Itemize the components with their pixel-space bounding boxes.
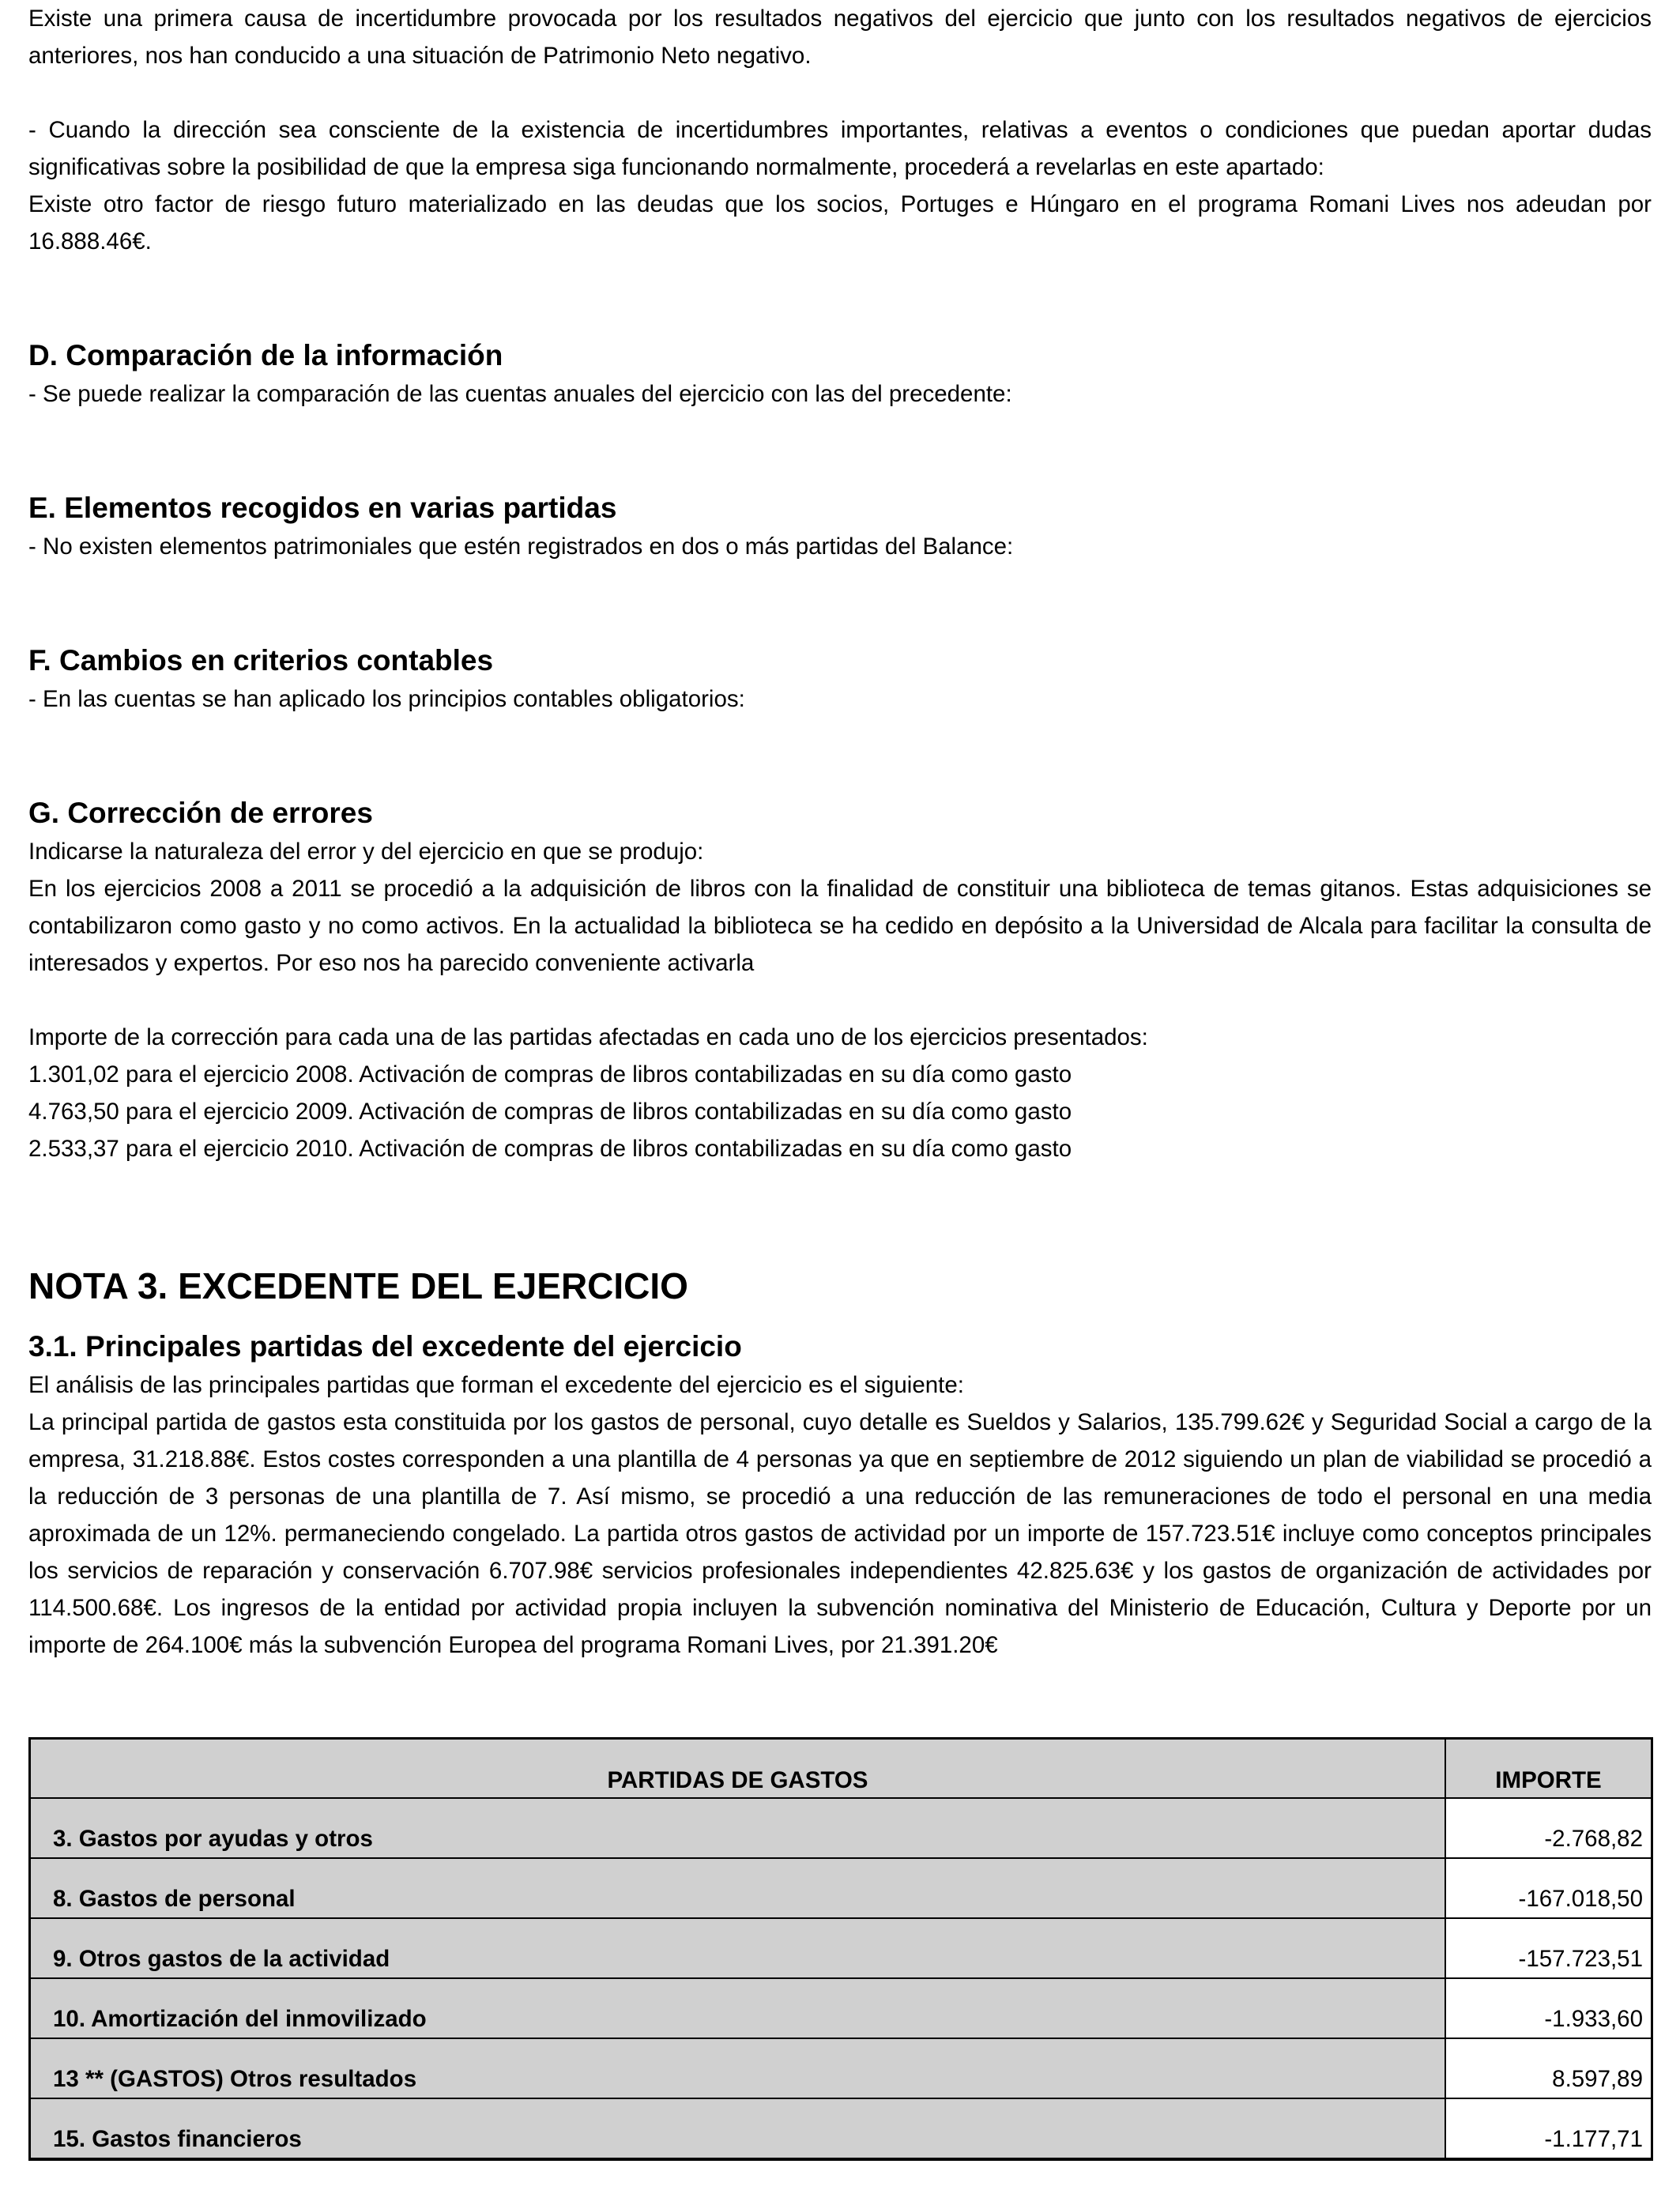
row-label: 3. Gastos por ayudas y otros [30, 1798, 1446, 1858]
section-g-paragraph: En los ejercicios 2008 a 2011 se procedió a la adquisición de libros con la finalidad de constituir una biblioteca de temas gitanos. Estas adquisiciones se contabilizaron como gasto y no como activos. En la actualidad la biblioteca se ha cedido en depósito a la Universidad de Alcala para facilitar la consulta de interesados y expertos. Por eso nos ha parecido conveniente activarla [28, 876, 1652, 976]
correction-item: 4.763,50 para el ejercicio 2009. Activación de compras de libros contabilizadas en su día como gasto [28, 1099, 1072, 1125]
row-label: 15. Gastos financieros [30, 2098, 1446, 2159]
section-f-title: F. Cambios en criterios contables [28, 644, 494, 677]
row-label: 10. Amortización del inmovilizado [30, 1978, 1446, 2038]
nota3-subtitle: 3.1. Principales partidas del excedente del ejercicio [28, 1330, 742, 1363]
header-importe: IMPORTE [1445, 1739, 1652, 1799]
header-partidas: PARTIDAS DE GASTOS [30, 1739, 1446, 1799]
nota3-paragraph: La principal partida de gastos esta constituida por los gastos de personal, cuyo detalle es Sueldos y Salarios, 135.799.62€ y Seguridad Social a cargo de la empresa, 31.218.88€. Estos costes corresponden a una plantilla de 4 personas ya que en septiembre de 2012 siguiendo un plan de viabilidad se procedió a la reducción de 3 personas de una plantilla de 7. Así mismo, se procedió a una reducción de las remuneraciones de todo el personal en una media aproximada de un 12%. permaneciendo congelado. La partida otros gastos de actividad por un importe de 157.723.51€ incluye como conceptos principales los servicios de reparación y conservación 6.707.98€ servicios profesionales independientes 42.825.63€ y los gastos de organización de actividades por 114.500.68€. Los ingresos de la entidad por actividad propia incluyen la subvención nominativa del Ministerio de Educación, Cultura y Deporte por un importe de 264.100€ más la subvención Europea del programa Romani Lives, por 21.391.20€ [28, 1409, 1652, 1658]
correction-item: 2.533,37 para el ejercicio 2010. Activación de compras de libros contabilizadas en su día como gasto [28, 1136, 1072, 1162]
document-body [28, 0, 1652, 1664]
intro-paragraph-1: Existe una primera causa de incertidumbre provocada por los resultados negativos del ejercicio que junto con los resultados negativos de ejercicios anteriores, nos han conducido a una situación de Patrimonio Neto negativo. [28, 6, 1652, 69]
table-row [30, 1798, 1652, 1858]
section-f-text: - En las cuentas se han aplicado los principios contables obligatorios: [28, 686, 745, 712]
section-e-title: E. Elementos recogidos en varias partidas [28, 492, 617, 524]
row-value: -167.018,50 [1445, 1858, 1652, 1918]
table-row [30, 2038, 1652, 2098]
row-value: -157.723,51 [1445, 1918, 1652, 1978]
section-d-text: - Se puede realizar la comparación de las cuentas anuales del ejercicio con las del precedente: [28, 381, 1012, 407]
section-e-text: - No existen elementos patrimoniales que estén registrados en dos o más partidas del Balance: [28, 533, 1014, 560]
row-label: 13 ** (GASTOS) Otros resultados [30, 2038, 1446, 2098]
table-row [30, 1978, 1652, 2038]
table-row [30, 2098, 1652, 2159]
correction-item: 1.301,02 para el ejercicio 2008. Activación de compras de libros contabilizadas en su día como gasto [28, 1061, 1072, 1088]
table-header-row [30, 1739, 1652, 1799]
table-row [30, 1918, 1652, 1978]
section-g-title: G. Corrección de errores [28, 797, 373, 829]
section-g-line1: Indicarse la naturaleza del error y del ejercicio en que se produjo: [28, 839, 704, 865]
section-g-importe-intro: Importe de la corrección para cada una de las partidas afectadas en cada uno de los ejercicios presentados: [28, 1024, 1148, 1050]
nota3-line1: El análisis de las principales partidas que forman el excedente del ejercicio es el siguiente: [28, 1372, 964, 1398]
section-d-title: D. Comparación de la información [28, 339, 503, 371]
nota3-title: NOTA 3. EXCEDENTE DEL EJERCICIO [28, 1265, 688, 1306]
gastos-table [28, 1737, 1653, 2161]
table-row [30, 1858, 1652, 1918]
row-value: -1.933,60 [1445, 1978, 1652, 2038]
intro-paragraph-2: - Cuando la dirección sea consciente de la existencia de incertidumbres importantes, relativas a eventos o condiciones que puedan aportar dudas significativas sobre la posibilidad de que la empresa siga funcionando normalmente, procederá a revelarlas en este apartado: [28, 117, 1652, 180]
row-value: -2.768,82 [1445, 1798, 1652, 1858]
row-label: 9. Otros gastos de la actividad [30, 1918, 1446, 1978]
intro-paragraph-3: Existe otro factor de riesgo futuro materializado en las deudas que los socios, Portuges e Húngaro en el programa Romani Lives nos adeudan por 16.888.46€. [28, 191, 1652, 254]
row-value: 8.597,89 [1445, 2038, 1652, 2098]
row-value: -1.177,71 [1445, 2098, 1652, 2159]
row-label: 8. Gastos de personal [30, 1858, 1446, 1918]
